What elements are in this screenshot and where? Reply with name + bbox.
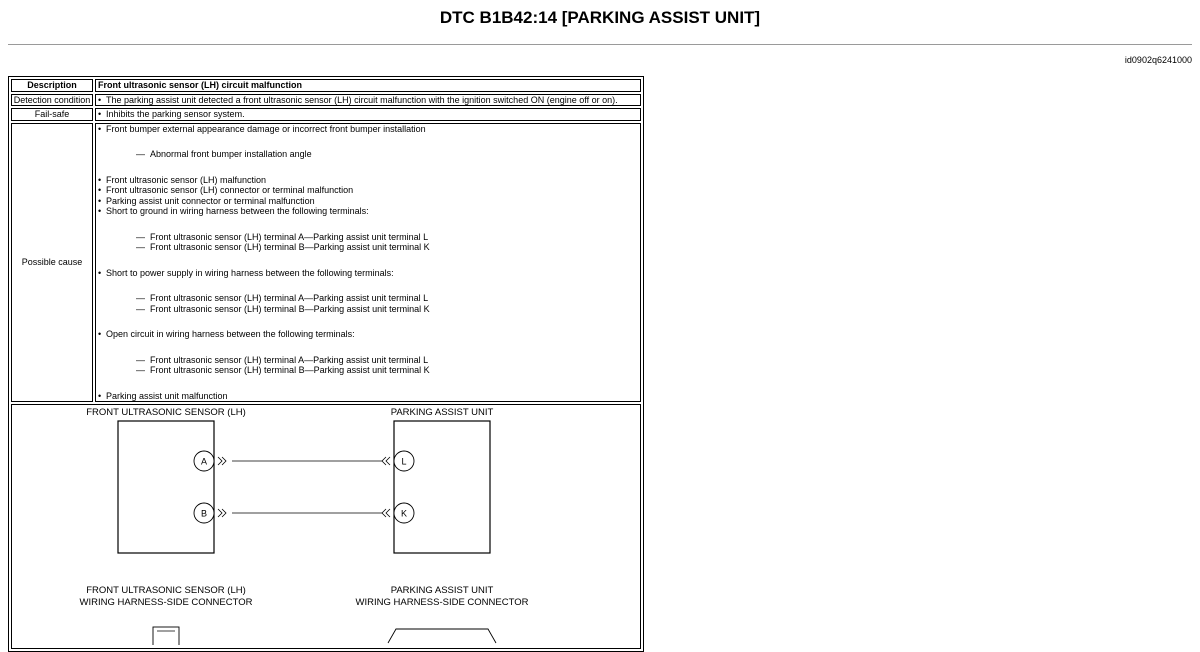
fail-safe-row	[11, 108, 641, 121]
detection-condition-value: • The parking assist unit detected a front ultrasonic sensor (LH) circuit malfunction with the ignition switched ON (engine off or on).	[95, 94, 641, 107]
wiring-diagram	[12, 405, 640, 645]
terminal-l-label: L	[401, 456, 407, 467]
page-title: DTC B1B42:14 [PARKING ASSIST UNIT]	[439, 8, 761, 27]
list-item: • Front bumper external appearance damage or incorrect front bumper installation	[98, 123, 426, 134]
list-item: • Front ultrasonic sensor (LH) malfunction	[98, 174, 267, 185]
possible-cause-list	[95, 123, 641, 403]
sensor-connector-subtitle: WIRING HARNESS-SIDE CONNECTOR	[79, 597, 253, 608]
unit-connector-subtitle: WIRING HARNESS-SIDE CONNECTOR	[355, 597, 529, 608]
list-item: • Front ultrasonic sensor (LH) connector or terminal malfunction	[98, 185, 354, 195]
list-sub-item: — Front ultrasonic sensor (LH) terminal B—Parking assist unit terminal K	[98, 304, 638, 315]
detection-condition-label: Detection condition	[11, 94, 93, 107]
connector-chevron-icon	[382, 457, 390, 465]
list-sub-item: — Front ultrasonic sensor (LH) terminal A—Parking assist unit terminal L	[98, 293, 638, 304]
possible-cause-row	[11, 123, 641, 403]
list-item: • Open circuit in wiring harness between the following terminals:	[98, 329, 355, 339]
connector-chevron-icon	[218, 457, 226, 465]
unit-box	[394, 421, 490, 553]
list-sub-item: — Abnormal front bumper installation angle	[98, 149, 638, 160]
sensor-label: FRONT ULTRASONIC SENSOR (LH)	[86, 407, 246, 418]
list-item: • Parking assist unit connector or terminal malfunction	[98, 195, 315, 206]
fail-safe-label: Fail-safe	[11, 108, 93, 121]
terminal-a-label: A	[200, 456, 208, 467]
unit-connector-face	[388, 629, 496, 643]
list-sub-item: — Front ultrasonic sensor (LH) terminal B—Parking assist unit terminal K	[98, 365, 638, 376]
description-row	[11, 79, 641, 92]
document-id: id0902q6241000	[1124, 55, 1192, 65]
unit-label: PARKING ASSIST UNIT	[390, 407, 494, 418]
dtc-description-table	[8, 76, 644, 652]
description-value: Front ultrasonic sensor (LH) circuit malfunction	[95, 79, 641, 92]
list-sub-item: — Front ultrasonic sensor (LH) terminal A—Parking assist unit terminal L	[98, 232, 638, 243]
unit-connector-title: PARKING ASSIST UNIT	[390, 585, 494, 596]
connector-chevron-icon	[382, 509, 390, 517]
sensor-box	[118, 421, 214, 553]
wiring-diagram-cell	[11, 404, 641, 649]
list-item: • Short to ground in wiring harness between the following terminals:	[98, 206, 369, 216]
description-label: Description	[11, 79, 93, 92]
terminal-k-label: K	[400, 508, 408, 519]
fail-safe-value: • Inhibits the parking sensor system.	[95, 108, 641, 121]
detection-condition-row	[11, 94, 641, 107]
terminal-b-label: B	[200, 508, 208, 519]
sensor-connector-title: FRONT ULTRASONIC SENSOR (LH)	[86, 585, 246, 596]
list-sub-item: — Front ultrasonic sensor (LH) terminal A—Parking assist unit terminal L	[98, 355, 638, 366]
list-item: • Parking assist unit malfunction	[98, 390, 228, 401]
list-item: • Short to power supply in wiring harness between the following terminals:	[98, 267, 394, 278]
list-sub-item: — Front ultrasonic sensor (LH) terminal B—Parking assist unit terminal K	[98, 242, 638, 253]
connector-chevron-icon	[218, 509, 226, 517]
possible-cause-label: Possible cause	[11, 123, 93, 403]
wiring-diagram-row	[11, 404, 641, 649]
title-divider	[8, 44, 1192, 45]
